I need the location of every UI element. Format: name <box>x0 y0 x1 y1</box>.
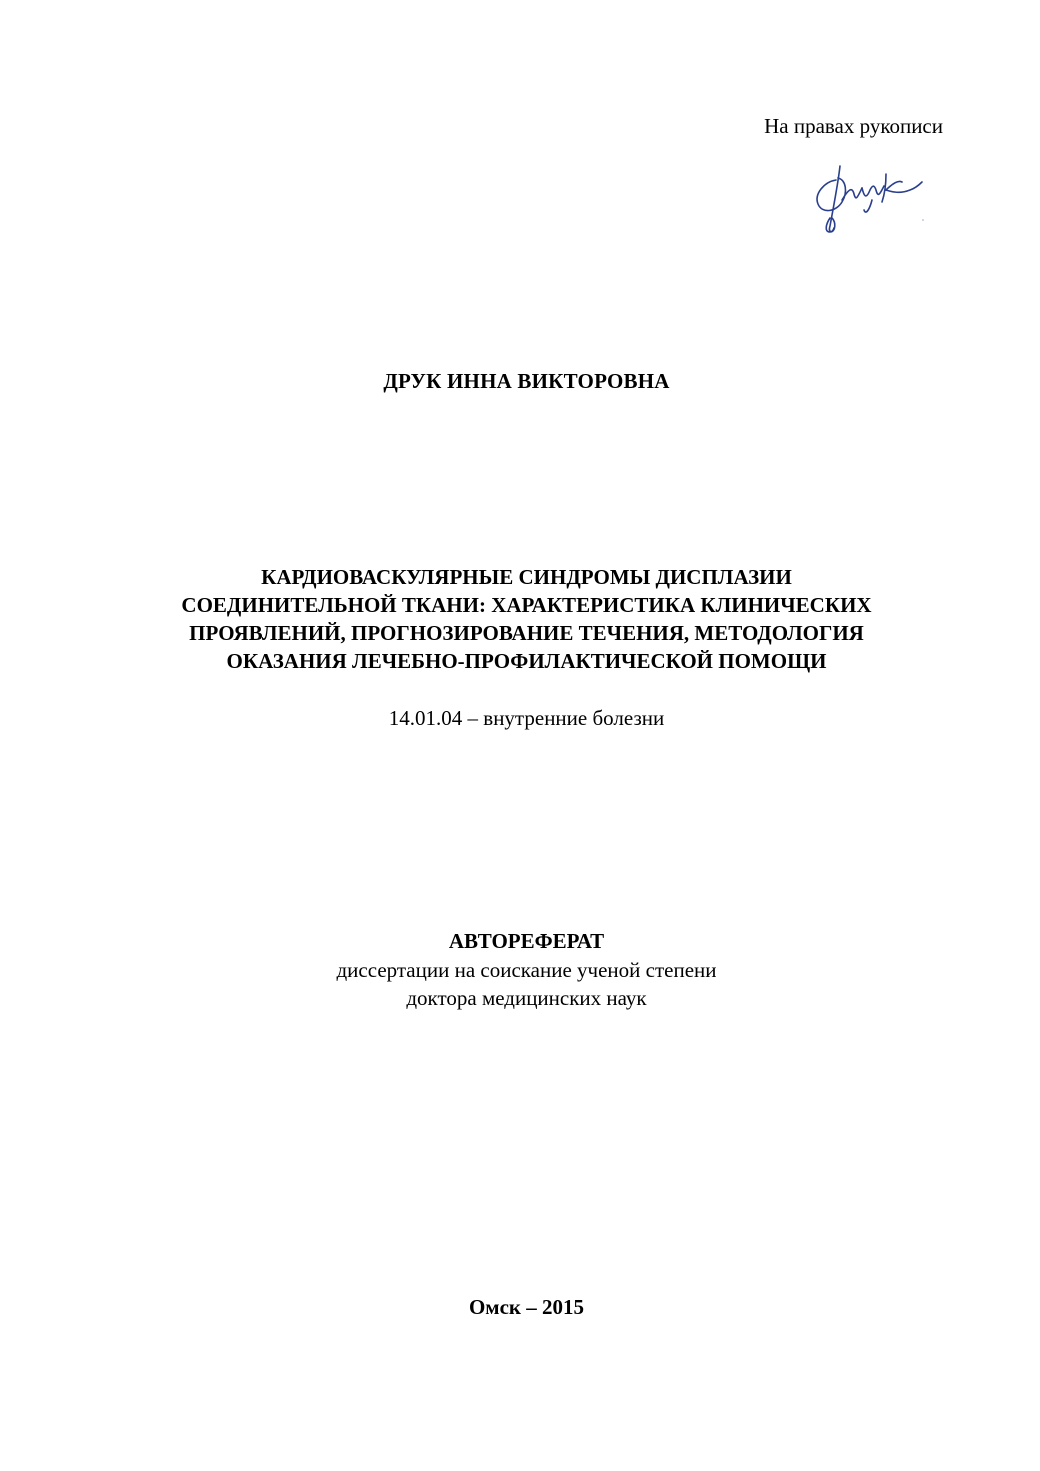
degree-line: диссертации на соискание ученой степени <box>336 958 717 982</box>
author-name: ДРУК ИННА ВИКТОРОВНА <box>383 369 670 393</box>
degree-line: доктора медицинских наук <box>406 986 647 1010</box>
title-line: СОЕДИНИТЕЛЬНОЙ ТКАНИ: ХАРАКТЕРИСТИКА КЛИНИЧЕСКИХ <box>181 593 872 617</box>
city-year: Омск – 2015 <box>468 1295 585 1319</box>
dissertation-title <box>0 563 1040 675</box>
signature-image <box>806 160 928 238</box>
title-line: ПРОЯВЛЕНИЙ, ПРОГНОЗИРОВАНИЕ ТЕЧЕНИЯ, МЕТОДОЛОГИЯ <box>189 621 864 645</box>
degree-description <box>0 956 1040 1012</box>
rights-note: На правах рукописи <box>764 114 943 138</box>
specialty-code: 14.01.04 – внутренние болезни <box>388 706 665 730</box>
title-line: ОКАЗАНИЯ ЛЕЧЕБНО-ПРОФИЛАКТИЧЕСКОЙ ПОМОЩИ <box>226 649 827 673</box>
title-line: КАРДИОВАСКУЛЯРНЫЕ СИНДРОМЫ ДИСПЛАЗИИ <box>261 565 792 589</box>
abstract-heading: АВТОРЕФЕРАТ <box>448 929 605 953</box>
